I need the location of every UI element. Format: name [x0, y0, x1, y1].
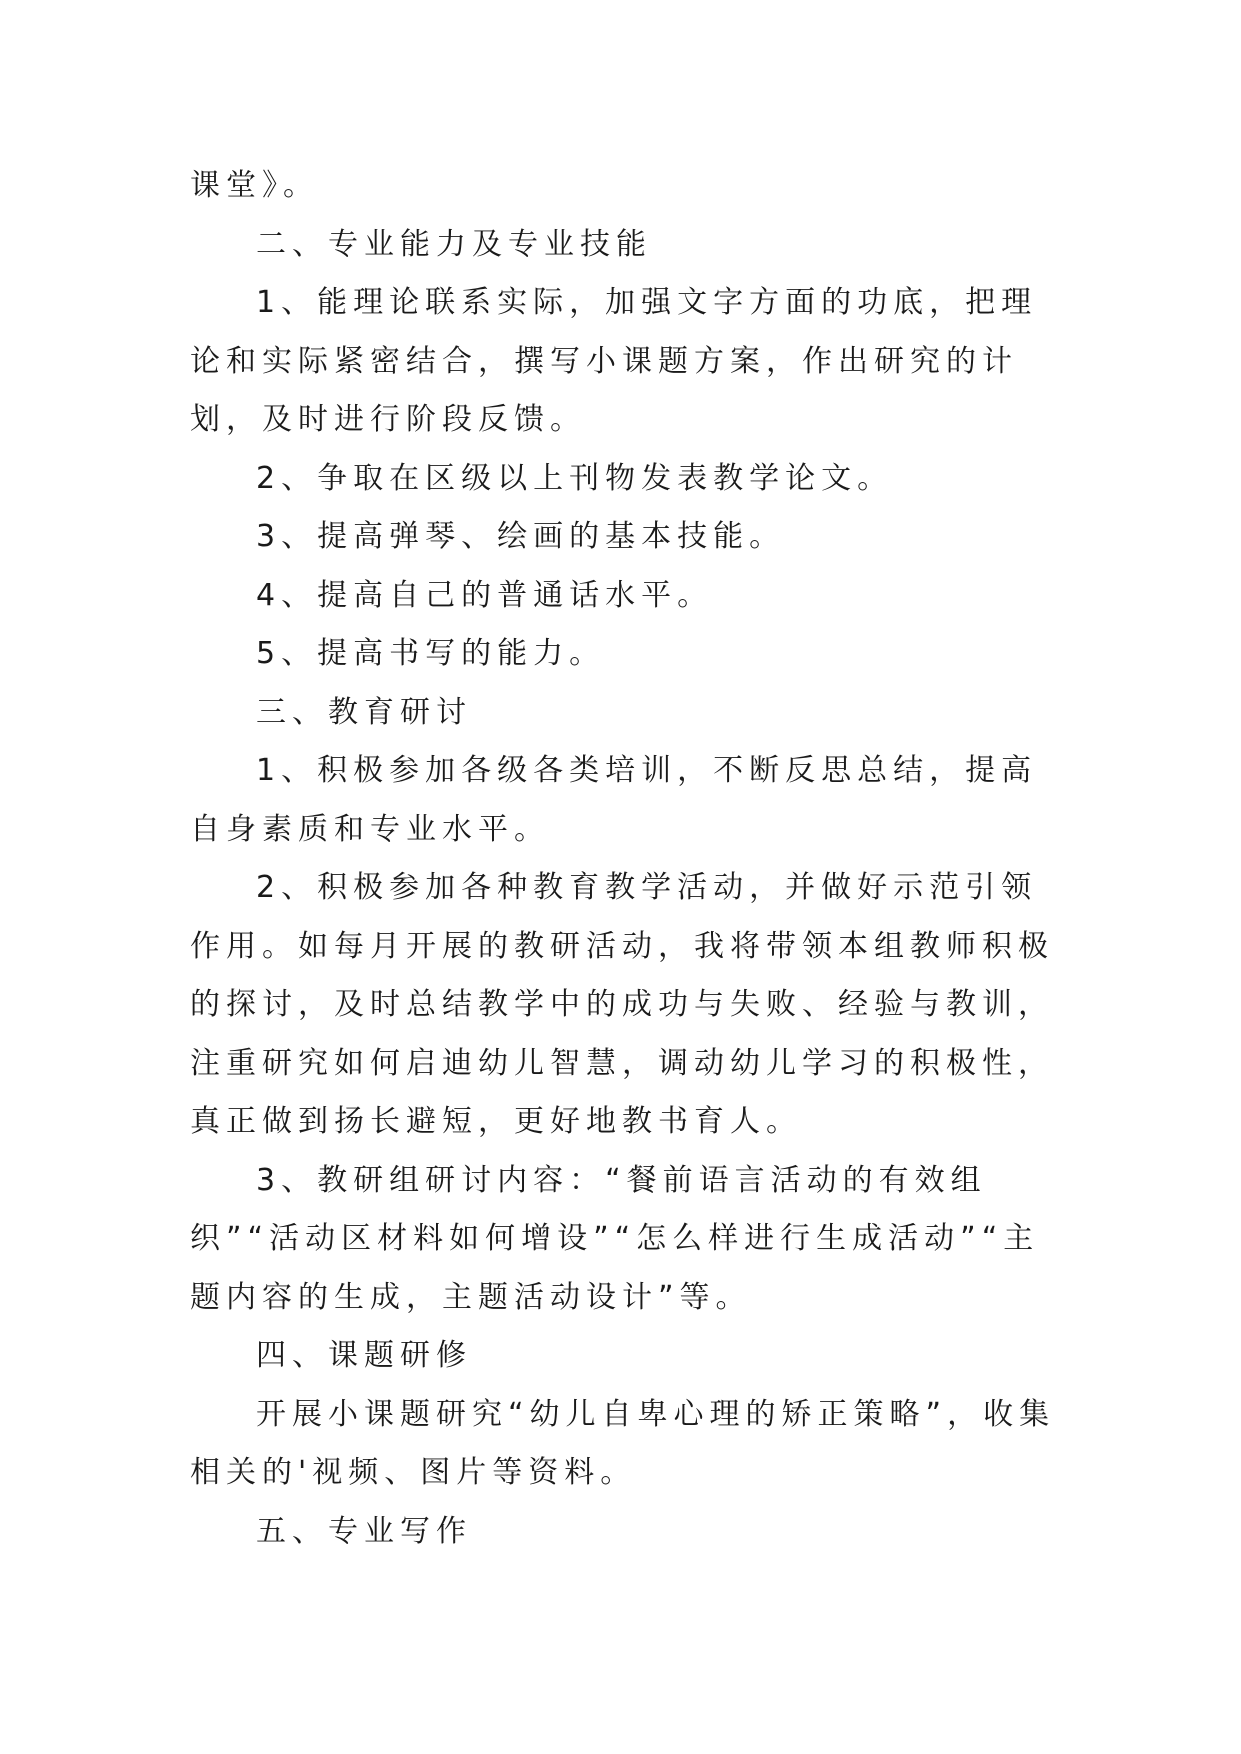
document-body: [190, 157, 1060, 1561]
paragraph-item-3: 3、提高弹琴、绘画的基本技能。: [256, 519, 786, 554]
section-heading-topic-study: 四、课题研修: [256, 1338, 472, 1373]
paragraph-item-1: 1、能理论联系实际，加强文字方面的功底，把理论和实际紧密结合，撰写小课题方案，作出研究的计划，及时进行阶段反馈。: [190, 285, 1038, 437]
section-heading-professional-skills: 二、专业能力及专业技能: [256, 226, 652, 262]
paragraph-topic-study: 开展小课题研究“幼儿自卑心理的矫正策略”，收集相关的'视频、图片等资料。: [190, 1396, 1056, 1490]
paragraph-research-2: 2、积极参加各种教育教学活动，并做好示范引领作用。如每月开展的教研活动，我将带领本组教师积极的探讨，及时总结教学中的成功与失败、经验与教训，注重研究如何启迪幼儿智慧，调动幼儿学习的积极性，真正做到扬长避短，更好地教书育人。: [190, 870, 1054, 1139]
section-heading-education-research: 三、教育研讨: [256, 694, 472, 730]
paragraph-item-4: 4、提高自己的普通话水平。: [256, 577, 714, 613]
paragraph-continuation: 课堂》。: [190, 168, 319, 203]
paragraph-research-1: 1、积极参加各级各类培训，不断反思总结，提高自身素质和专业水平。: [190, 753, 1038, 847]
paragraph-research-3: 3、教研组研讨内容：“餐前语言活动的有效组织”“活动区材料如何增设”“怎么样进行生成活动”“主题内容的生成，主题活动设计”等。: [190, 1162, 1040, 1315]
paragraph-item-5: 5、提高书写的能力。: [256, 636, 606, 671]
paragraph-item-2: 2、争取在区级以上刊物发表教学论文。: [256, 460, 894, 496]
section-heading-professional-writing: 五、专业写作: [256, 1513, 472, 1549]
